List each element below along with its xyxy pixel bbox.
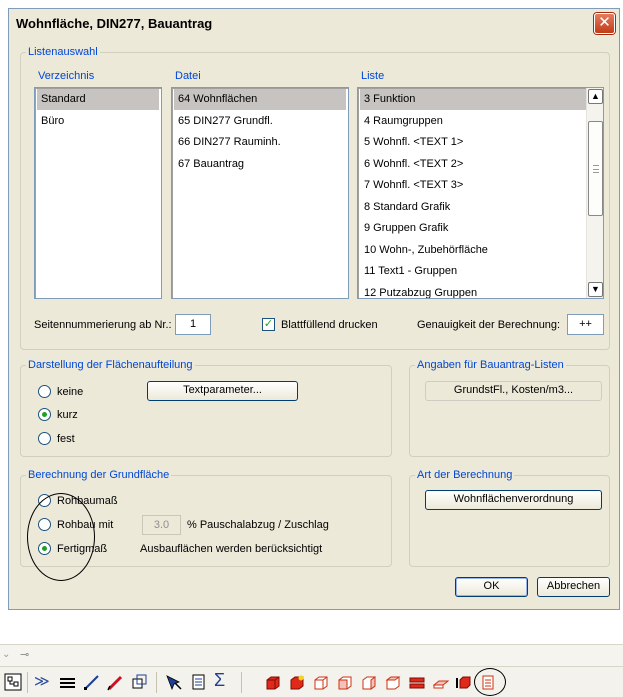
liste-scrollbar[interactable] bbox=[586, 88, 603, 298]
seitennummerierung-label: Seitennummerierung ab Nr.: bbox=[34, 319, 172, 331]
cube-red-icon[interactable] bbox=[265, 675, 281, 691]
seitennummerierung-input[interactable]: 1 bbox=[175, 314, 211, 335]
structure-icon[interactable] bbox=[4, 673, 23, 692]
darstellung-group bbox=[20, 359, 392, 457]
cube-wire-icon[interactable] bbox=[313, 675, 329, 691]
toolbar-strip-main bbox=[0, 666, 623, 697]
pauschal-label: % Pauschalabzug / Zuschlag bbox=[187, 519, 329, 531]
artberechnung-group bbox=[409, 469, 610, 567]
cube-front-icon[interactable] bbox=[337, 675, 353, 691]
liste-list-item[interactable]: 5 Wohnfl. <TEXT 1> bbox=[364, 136, 464, 148]
liste-listbox[interactable] bbox=[357, 87, 604, 299]
liste-list-item[interactable]: 3 Funktion bbox=[360, 89, 601, 110]
scroll-up-arrow-icon[interactable]: ▲ bbox=[588, 89, 603, 104]
datei-list-item[interactable]: 66 DIN277 Rauminh. bbox=[178, 136, 281, 148]
wohnflaechenverordnung-button[interactable]: Wohnflächenverordnung bbox=[425, 490, 602, 510]
list-icon[interactable] bbox=[190, 673, 209, 692]
title-bar[interactable] bbox=[9, 9, 619, 38]
cancel-button[interactable]: Abbrechen bbox=[537, 577, 610, 597]
datei-list-item[interactable]: 65 DIN277 Grundfl. bbox=[178, 114, 273, 127]
verzeichnis-header: Verzeichnis bbox=[38, 70, 95, 82]
liste-list-item[interactable]: 10 Wohn-, Zubehörfläche bbox=[364, 243, 488, 256]
dialog-window bbox=[8, 8, 620, 610]
grundflaeche-legend: Berechnung der Grundfläche bbox=[28, 469, 170, 481]
blattfuellend-checkbox[interactable]: ✓ bbox=[263, 318, 274, 330]
radio-rohbau-mit-label: Rohbau mit bbox=[57, 519, 114, 531]
chevron-down-icon[interactable]: ⌄ bbox=[2, 649, 11, 660]
toolbar-strip-top bbox=[0, 644, 623, 666]
liste-list-item[interactable]: 7 Wohnfl. <TEXT 3> bbox=[364, 179, 464, 191]
darstellung-legend: Darstellung der Flächenaufteilung bbox=[28, 359, 193, 371]
ausbau-note: Ausbauflächen werden berücksichtigt bbox=[140, 543, 323, 555]
radio-rohbaumass-label: Rohbaumaß bbox=[57, 495, 118, 507]
expand-icon[interactable]: ≫ bbox=[34, 673, 50, 690]
annotation-circle bbox=[27, 493, 95, 581]
genauigkeit-label: Genauigkeit der Berechnung: bbox=[417, 319, 561, 331]
datei-list-item[interactable]: 64 Wohnflächen bbox=[174, 89, 346, 110]
pauschal-input[interactable]: 3.0 bbox=[142, 515, 181, 535]
pin-icon[interactable]: ⊸ bbox=[20, 649, 30, 661]
cube-flat-icon[interactable] bbox=[433, 675, 449, 691]
radio-fertigmass-label: Fertigmaß bbox=[57, 543, 108, 555]
textparameter-button[interactable]: Textparameter... bbox=[147, 381, 298, 401]
liste-list-item[interactable]: 12 Putzabzug Gruppen bbox=[364, 286, 478, 299]
verzeichnis-list-item[interactable]: Büro bbox=[41, 114, 65, 127]
datei-listbox[interactable] bbox=[171, 87, 349, 299]
datei-header: Datei bbox=[175, 70, 201, 82]
radio-fest[interactable] bbox=[38, 432, 51, 445]
liste-list-item[interactable]: 4 Raumgruppen bbox=[364, 114, 443, 127]
cube-top-icon[interactable] bbox=[385, 675, 401, 691]
pen-icon[interactable] bbox=[106, 673, 125, 692]
close-button[interactable]: ✕ bbox=[594, 13, 615, 34]
radio-kurz-label: kurz bbox=[57, 409, 78, 421]
scroll-down-arrow-icon[interactable]: ▼ bbox=[588, 282, 603, 297]
liste-list-item[interactable]: 9 Gruppen Grafik bbox=[364, 222, 449, 234]
cube-rotate-icon[interactable] bbox=[456, 675, 472, 691]
cube-side-icon[interactable] bbox=[361, 675, 377, 691]
liste-list-item[interactable]: 8 Standard Grafik bbox=[364, 200, 451, 213]
artberechnung-legend: Art der Berechnung bbox=[417, 469, 513, 481]
radio-fest-label: fest bbox=[57, 433, 75, 445]
cube-new-icon[interactable] bbox=[289, 675, 305, 691]
radio-keine[interactable] bbox=[38, 385, 51, 398]
annotation-circle-toolbar bbox=[474, 668, 506, 696]
window-title: Wohnfläche, DIN277, Bauantrag bbox=[16, 16, 213, 31]
liste-list-item[interactable]: 6 Wohnfl. <TEXT 2> bbox=[364, 157, 464, 170]
blattfuellend-label: Blattfüllend drucken bbox=[281, 319, 378, 331]
bauantrag-legend: Angaben für Bauantrag-Listen bbox=[417, 359, 564, 371]
layers-icon[interactable] bbox=[58, 673, 77, 692]
object-icon[interactable] bbox=[130, 673, 149, 692]
grundstfl-button[interactable]: GrundstFl., Kosten/m3... bbox=[425, 381, 602, 401]
liste-list-item[interactable]: 11 Text1 - Gruppen bbox=[364, 265, 458, 277]
line-icon[interactable] bbox=[82, 673, 101, 692]
sum-icon[interactable]: Σ bbox=[214, 670, 226, 690]
select-arrow-icon[interactable] bbox=[165, 673, 184, 692]
radio-keine-label: keine bbox=[57, 386, 84, 398]
radio-kurz[interactable] bbox=[38, 408, 51, 421]
datei-list-item[interactable]: 67 Bauantrag bbox=[178, 157, 245, 170]
liste-header: Liste bbox=[361, 70, 385, 82]
listenauswahl-legend: Listenauswahl bbox=[28, 46, 98, 58]
verzeichnis-list-item[interactable]: Standard bbox=[37, 89, 159, 110]
cube-split-icon[interactable] bbox=[409, 675, 425, 691]
verzeichnis-listbox[interactable] bbox=[34, 87, 162, 299]
genauigkeit-input[interactable]: ++ bbox=[567, 314, 604, 335]
ok-button[interactable]: OK bbox=[455, 577, 528, 597]
scroll-thumb[interactable] bbox=[588, 121, 603, 216]
bauantrag-group bbox=[409, 359, 610, 457]
